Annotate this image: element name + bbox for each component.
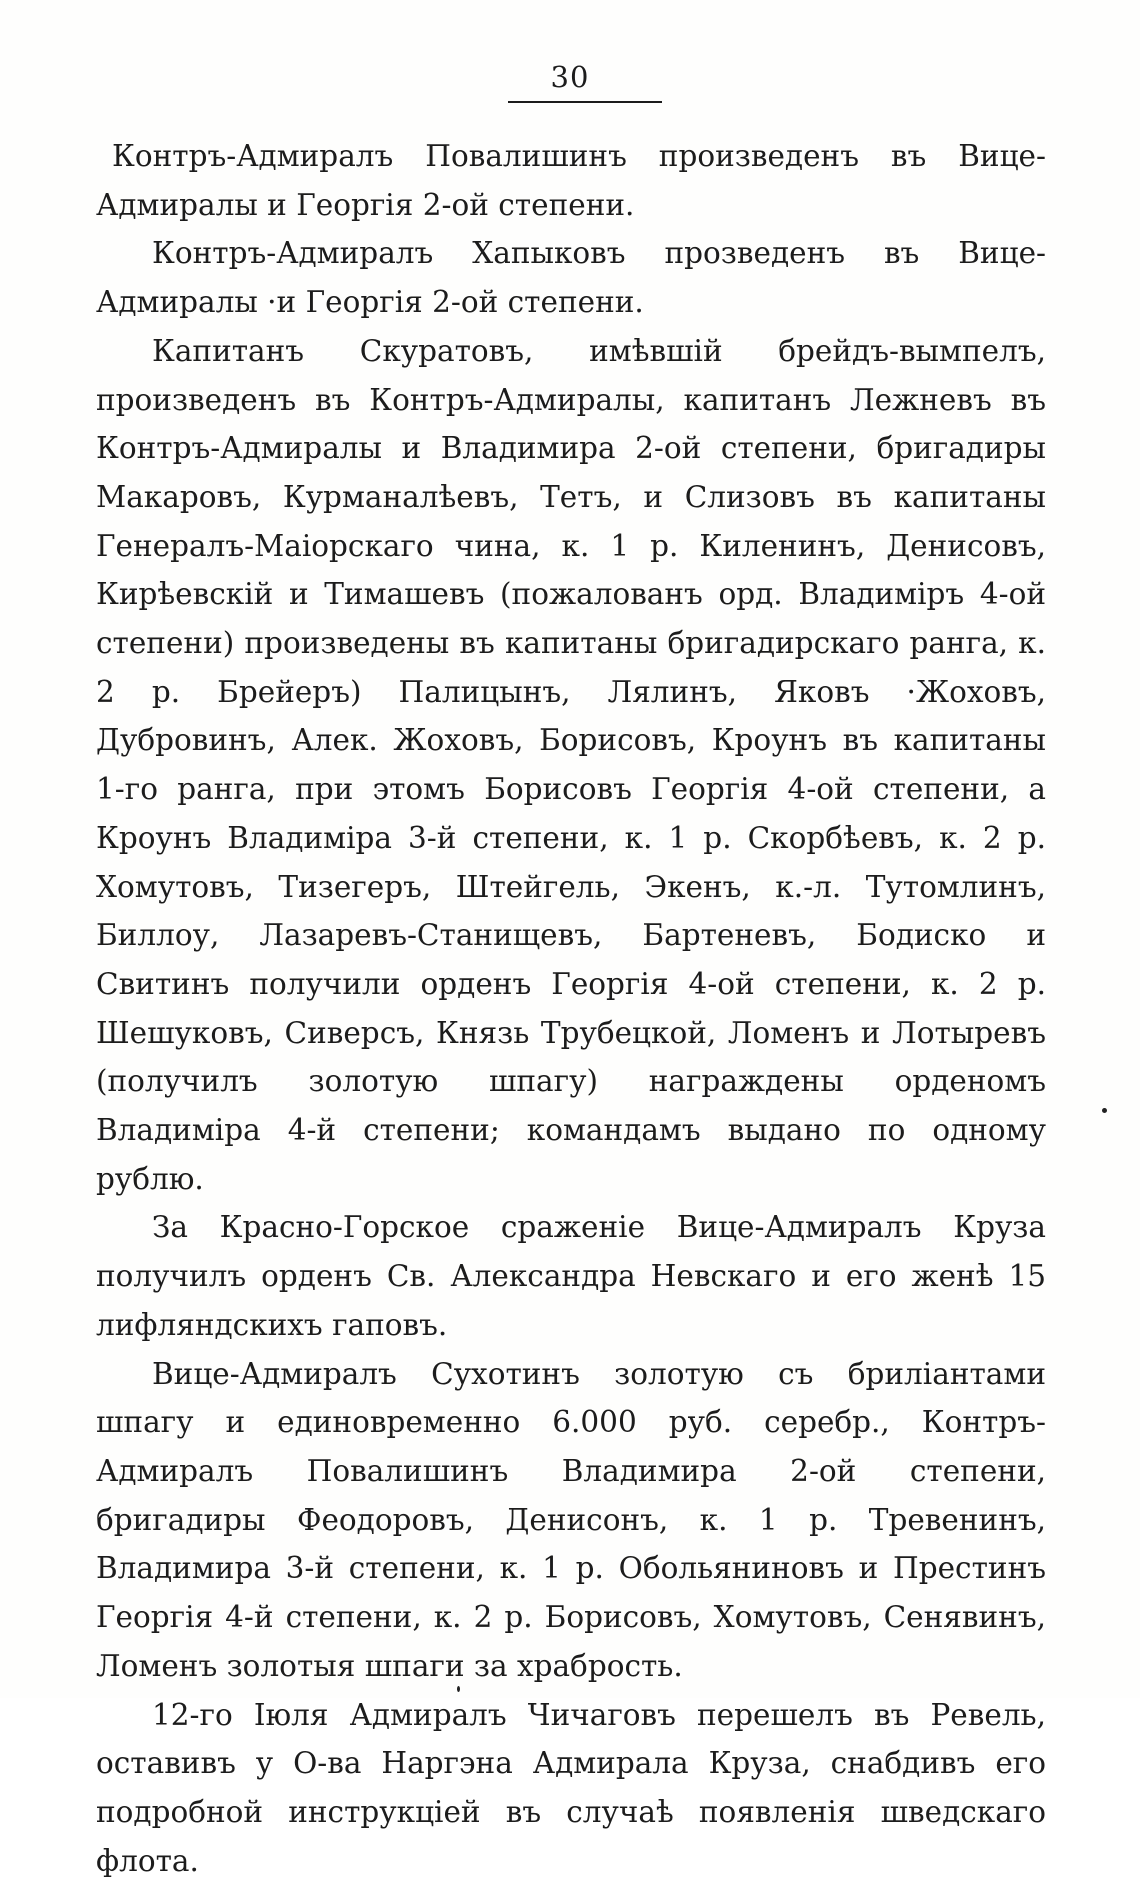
page-body-text — [96, 132, 1046, 1885]
paragraph-sukhotin: Вице-Адмиралъ Сухотинъ золотую съ бриліантами шпагу и единовременно 6.000 руб. серебр., Контръ-Адмиралъ Повалишинъ Владимира 2-ой степени, бригадиры Феодоровъ, Денисонъ, к. 1 р. Тревенинъ, Владимира 3-й степени, к. 1 р. Обольяниновъ и Престинъ Георгія 4-й степени, к. 2 р. Борисовъ, Хомутовъ, Сенявинъ, Ломенъ золотыя шпаги за храбрость. — [96, 1350, 1046, 1691]
ink-speck — [457, 1686, 460, 1692]
page-number-rule — [508, 101, 662, 103]
ink-speck — [1102, 1108, 1107, 1113]
paragraph-povalishin: Контръ-Адмиралъ Повалишинъ произведенъ въ Вице-Адмиралы и Георгія 2-ой степени. — [96, 132, 1046, 229]
paragraph-awards-list: Капитанъ Скуратовъ, имѣвшій брейдъ-вымпелъ, произведенъ въ Контръ-Адмиралы, капитанъ Лежневъ въ Контръ-Адмиралы и Владимира 2-ой степени, бригадиры Макаровъ, Курманалѣевъ, Тетъ, и Слизовъ въ капитаны Генералъ-Маіорскаго чина, к. 1 р. Киленинъ, Денисовъ, Кирѣевскій и Тимашевъ (пожалованъ орд. Владиміръ 4-ой степени) произведены въ капитаны бригадирскаго ранга, к. 2 р. Брейеръ) Палицынъ, Лялинъ, Яковъ ·Жоховъ, Дубровинъ, Алек. Жоховъ, Борисовъ, Кроунъ въ капитаны 1-го ранга, при этомъ Борисовъ Георгія 4-ой степени, а Кроунъ Владиміра 3-й степени, к. 1 р. Скорбѣевъ, к. 2 р. Хомутовъ, Тизегеръ, Штейгель, Экенъ, к.-л. Тутомлинъ, Биллоу, Лазаревъ-Станищевъ, Бартеневъ, Бодиско и Свитинъ получили орденъ Георгія 4-ой степени, к. 2 р. Шешуковъ, Сиверсъ, Князь Трубецкой, Ломенъ и Лотыревъ (получилъ золотую шпагу) награждены орденомъ Владиміра 4-й степени; командамъ выдано по одному рублю. — [96, 327, 1046, 1204]
paragraph-krasnaya-gorka: За Красно-Горское сраженіе Вице-Адмиралъ Круза получилъ орденъ Св. Александра Невскаго и его женѣ 15 лифляндскихъ гаповъ. — [96, 1203, 1046, 1349]
paragraph-khapykov: Контръ-Адмиралъ Хапыковъ прозведенъ въ Вице-Адмиралы ·и Георгія 2-ой степени. — [96, 229, 1046, 326]
page-number: 30 — [490, 60, 650, 94]
paragraph-chichagov-revel: 12-го Іюля Адмиралъ Чичаговъ перешелъ въ Ревель, оставивъ у О-ва Наргэна Адмирала Круза, снабдивъ его подробной инструкціей въ случаѣ появленія шведскаго флота. — [96, 1691, 1046, 1885]
